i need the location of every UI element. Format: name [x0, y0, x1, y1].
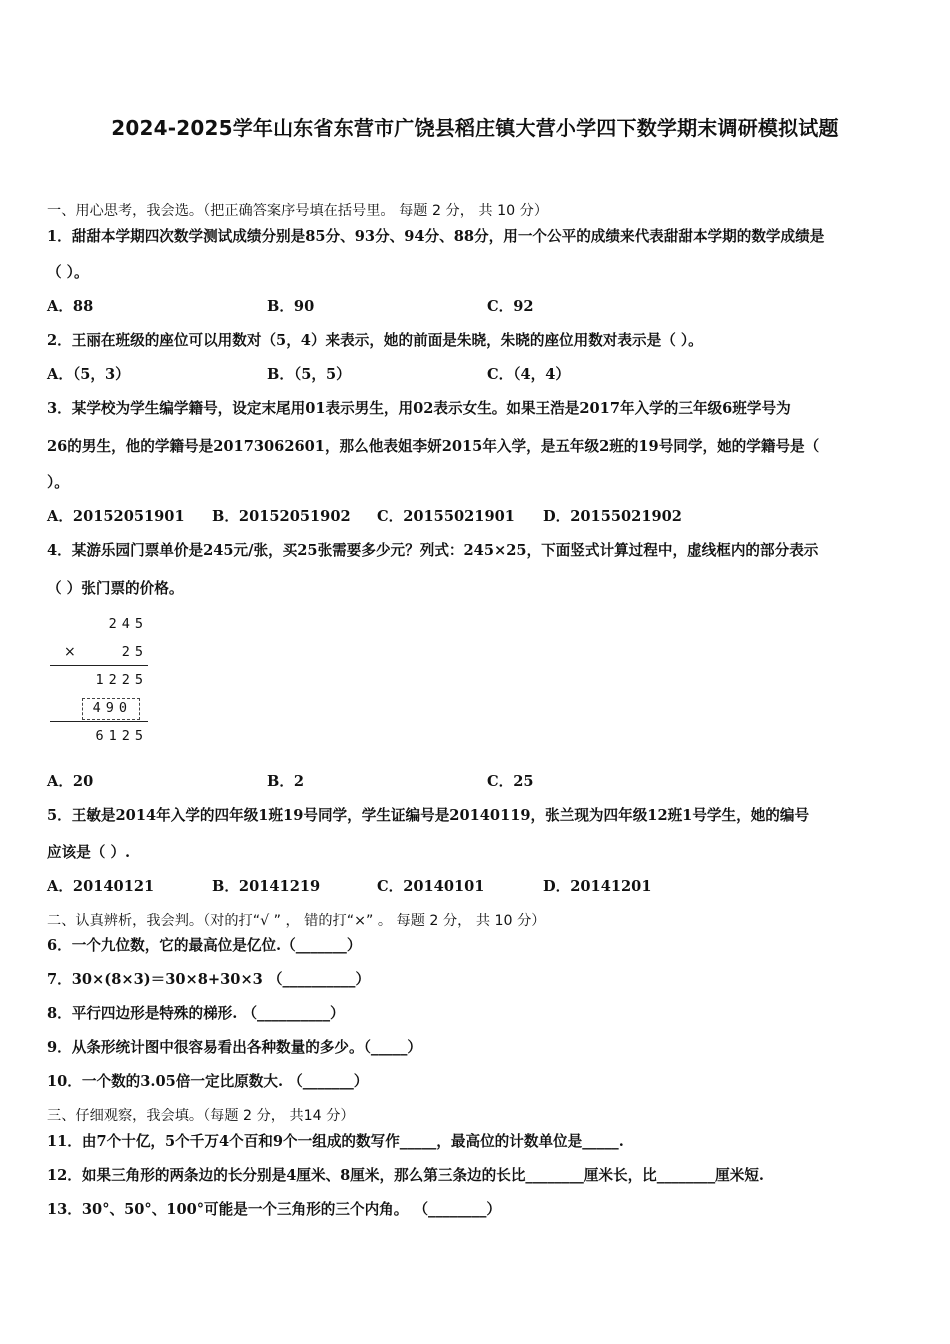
- question-6: 6．一个九位数，它的最高位是亿位.（_______）: [47, 937, 362, 954]
- q5-option-c: C．20140101: [377, 878, 485, 895]
- q4-option-c: C．25: [487, 773, 534, 790]
- question-7: 7．30×(8×3)＝30×8+30×3 （__________）: [47, 971, 371, 988]
- q1-option-b: B．90: [267, 298, 315, 315]
- q4-option-b: B．2: [267, 773, 305, 790]
- calc-rule-2: [50, 721, 148, 722]
- question-11: 11．由7个十亿，5个千万4个百和9个一组成的数写作_____，最高位的计数单位是_____.: [47, 1133, 624, 1150]
- calc-times-sign: ×: [64, 644, 76, 660]
- q1-option-c: C．92: [487, 298, 534, 315]
- calc-result: 6125: [95, 728, 148, 744]
- section-1-heading: 一、用心思考，我会选。（把正确答案序号填在括号里。 每题 2 分， 共 10 分）: [47, 203, 549, 219]
- question-10: 10．一个数的3.05倍一定比原数大. （_______）: [47, 1073, 369, 1090]
- question-3-text: 3．某学校为学生编学籍号，设定末尾用01表示男生，用02表示女生。如果王浩是2017年入学的三年级6班学号为: [47, 400, 791, 417]
- question-3-text-2: 26的男生，他的学籍号是20173062601，那么他表姐李妍2015年入学，是五年级2班的19号同学，她的学籍号是（: [47, 438, 820, 455]
- q3-option-c: C．20155021901: [377, 508, 515, 525]
- calc-rule-1: [50, 665, 148, 666]
- calc-partial-2: 490: [92, 700, 132, 716]
- question-8: 8．平行四边形是特殊的梯形. （__________）: [47, 1005, 345, 1022]
- question-4-text-2: （ ）张门票的价格。: [47, 580, 184, 597]
- page-title: 2024-2025学年山东省东营市广饶县稻庄镇大营小学四下数学期末调研模拟试题: [111, 116, 839, 140]
- question-3-text-3: ）。: [47, 474, 69, 491]
- calc-partial-1: 1225: [95, 672, 148, 688]
- q3-option-a: A．20152051901: [47, 508, 185, 525]
- calc-multiplier: 25: [121, 644, 148, 660]
- question-1-text: 1．甜甜本学期四次数学测试成绩分别是85分、93分、94分、88分，用一个公平的成绩来代表甜甜本学期的数学成绩是: [47, 228, 825, 245]
- q1-option-a: A．88: [47, 298, 94, 315]
- q2-option-c: C．（4，4）: [487, 366, 570, 383]
- q2-option-a: A．（5，3）: [47, 366, 130, 383]
- question-4-text: 4．某游乐园门票单价是245元/张，买25张需要多少元？列式：245×25，下面竖式计算过程中，虚线框内的部分表示: [47, 542, 819, 559]
- question-2-text: 2．王丽在班级的座位可以用数对（5，4）来表示，她的前面是朱晓，朱晓的座位用数对表示是（ ）。: [47, 332, 703, 349]
- vertical-multiplication: [48, 612, 158, 752]
- q5-option-a: A．20140121: [47, 878, 155, 895]
- section-3-heading: 三、仔细观察，我会填。（每题 2 分， 共14 分）: [47, 1108, 355, 1124]
- question-5-text: 5．王敏是2014年入学的四年级1班19号同学，学生证编号是20140119，张兰现为四年级12班1号学生，她的编号: [47, 807, 810, 824]
- q4-option-a: A．20: [47, 773, 94, 790]
- question-1-blank: （ ）。: [47, 264, 89, 281]
- q2-option-b: B．（5，5）: [267, 366, 351, 383]
- calc-multiplicand: 245: [108, 616, 148, 632]
- question-13: 13．30°、50°、100°可能是一个三角形的三个内角。 （________）: [47, 1201, 502, 1218]
- question-9: 9．从条形统计图中很容易看出各种数量的多少。（_____）: [47, 1039, 422, 1056]
- q3-option-d: D．20155021902: [543, 508, 682, 525]
- q3-option-b: B．20152051902: [212, 508, 351, 525]
- section-2-heading: 二、认真辨析，我会判。（对的打“√ ” ， 错的打“×” 。 每题 2 分， 共 10 分）: [47, 913, 546, 929]
- q5-option-d: D．20141201: [543, 878, 652, 895]
- q5-option-b: B．20141219: [212, 878, 321, 895]
- question-12: 12．如果三角形的两条边的长分别是4厘米、8厘米，那么第三条边的长比________厘米长，比________厘米短.: [47, 1167, 765, 1184]
- question-5-text-2: 应该是（ ）.: [47, 844, 131, 861]
